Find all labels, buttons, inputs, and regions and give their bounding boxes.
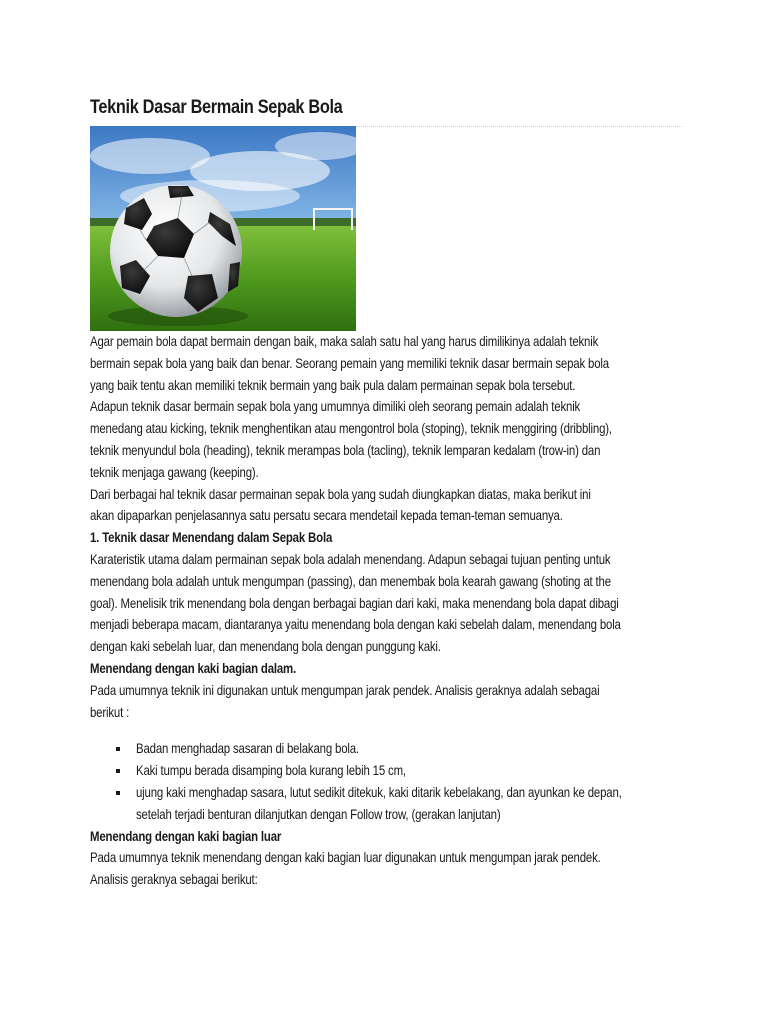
subsection-paragraph: [90, 847, 682, 891]
document-page: [90, 94, 682, 891]
text-line: setelah terjadi benturan dilanjutkan dengan Follow trow, (gerakan lanjutan): [136, 806, 501, 822]
page-title: Teknik Dasar Bermain Sepak Bola: [90, 97, 343, 118]
text-line: akan dipaparkan penjelasannya satu persatu secara mendetail kepada teman-teman semuanya.: [90, 508, 563, 524]
bullet-icon: [116, 791, 120, 795]
title-divider: [357, 126, 682, 127]
spacer: [90, 723, 682, 738]
text-line: Dari berbagai hal teknik dasar permainan sepak bola yang sudah diungkapkan diatas, maka berikut ini: [90, 486, 591, 502]
text-line: Pada umumnya teknik menendang dengan kaki bagian luar digunakan untuk mengumpan jarak pendek.: [90, 850, 601, 866]
subsection-heading: Menendang dengan kaki bagian dalam.: [90, 660, 297, 676]
text-line: goal). Menelisik trik menendang bola dengan berbagai bagian dari kaki, maka menendang bola dapat dibagi: [90, 595, 619, 611]
bullet-icon: [116, 747, 120, 751]
text-line: ujung kaki menghadap sasara, lutut sedikit ditekuk, kaki ditarik kebelakang, dan ayunkan ke depan,: [136, 784, 622, 800]
text-line: Kaki tumpu berada disamping bola kurang lebih 15 cm,: [136, 763, 406, 779]
text-line: teknik menjaga gawang (keeping).: [90, 464, 259, 480]
text-line: Analisis geraknya sebagai berikut:: [90, 872, 258, 888]
text-line: Adapun teknik dasar bermain sepak bola yang umumnya dimiliki oleh seorang pemain adalah teknik: [90, 399, 581, 415]
bullet-list: [90, 738, 682, 825]
text-line: Karateristik utama dalam permainan sepak bola adalah menendang. Adapun sebagai tujuan penting untuk: [90, 551, 611, 567]
subsection-paragraph: [90, 680, 682, 724]
text-line: yang baik tentu akan memiliki teknik bermain yang baik pula dalam permainan sepak bola tersebut.: [90, 377, 576, 393]
text-line: menedang atau kicking, teknik menghentikan atau mengontrol bola (stoping), teknik menggiring (dribbling),: [90, 421, 612, 437]
text-line: teknik menyundul bola (heading), teknik merampas bola (tacling), teknik lemparan kedalam (trow-in) dan: [90, 442, 601, 458]
text-line: Agar pemain bola dapat bermain dengan baik, maka salah satu hal yang harus dimilikinya adalah teknik: [90, 334, 599, 349]
list-item: [114, 782, 682, 826]
text-line: menendang bola adalah untuk mengumpan (passing), dan menembak bola kearah gawang (shoting at the: [90, 573, 611, 589]
section-heading: 1. Teknik dasar Menendang dalam Sepak Bola: [90, 530, 333, 546]
soccer-ball-image: [90, 126, 356, 331]
subsection-heading: Menendang dengan kaki bagian luar: [90, 828, 282, 844]
intro-paragraph: [90, 331, 682, 527]
list-item: [114, 760, 682, 782]
text-line: dengan kaki sebelah luar, dan menendang bola dengan punggung kaki.: [90, 639, 441, 655]
article-body: [90, 331, 682, 891]
text-line: Badan menghadap sasaran di belakang bola.: [136, 741, 359, 757]
text-line: menjadi beberapa macam, diantaranya yaitu menendang bola dengan kaki sebelah dalam, menendang bola: [90, 617, 621, 633]
bullet-icon: [116, 769, 120, 773]
list-item: [114, 738, 682, 760]
text-line: bermain sepak bola yang baik dan benar. Seorang pemain yang memiliki teknik dasar bermain sepak bola: [90, 355, 609, 371]
text-line: berikut :: [90, 704, 130, 720]
text-line: Pada umumnya teknik ini digunakan untuk mengumpan jarak pendek. Analisis geraknya adalah sebagai: [90, 682, 600, 698]
section-paragraph: [90, 549, 682, 658]
